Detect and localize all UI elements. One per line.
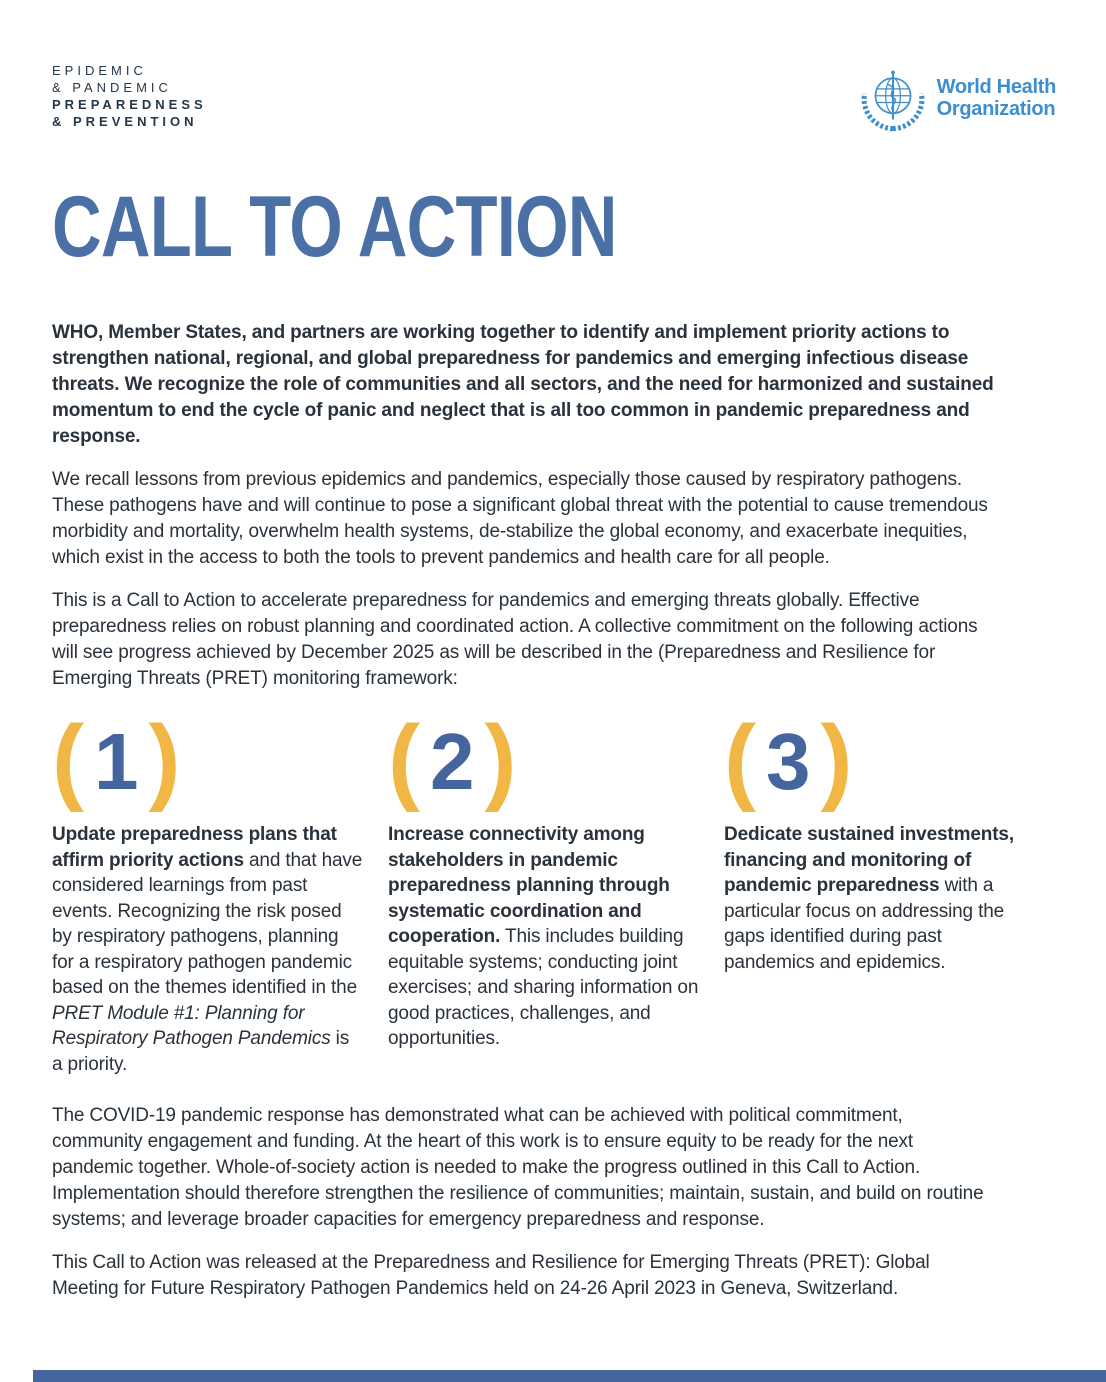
- brand-line-3: PREPAREDNESS: [52, 97, 207, 112]
- action-number-value: 3: [765, 717, 811, 806]
- action-item-3: [724, 706, 1024, 1077]
- action-1-italic: PRET Module #1: Planning for Respiratory Pathogen Pandemics: [52, 1002, 331, 1049]
- action-number-2: [388, 706, 700, 814]
- who-emblem-icon: [859, 64, 927, 132]
- brand-line-1: EPIDEMIC: [52, 63, 147, 78]
- action-text-2: [388, 822, 700, 1052]
- action-item-2: [388, 706, 700, 1077]
- action-3-lead: Dedicate sustained investments, financing and monitoring of pandemic preparedness: [724, 824, 1014, 896]
- action-1-body: and that have considered learnings from past events. Recognizing the risk posed by respiratory pathogens, planning for a respiratory pathogen pandemic based on the themes identified in the: [52, 849, 363, 998]
- footer-accent-bar: [33, 1370, 1106, 1382]
- intro-paragraph-2: We recall lessons from previous epidemics and pandemics, especially those caused by respiratory pathogens. These pathogens have and will continue to pose a significant global threat with the potential to cause tremendous morbidity and mortality, overwhelm health systems, de-stabilize the global economy, and exacerbate inequities, which exist in the access to both the tools to prevent pandemics and health care for all people.: [52, 469, 988, 568]
- action-number-1: [52, 706, 364, 814]
- page-title: CALL TO ACTION: [52, 179, 617, 275]
- action-text-1: [52, 822, 364, 1077]
- close-paren-glyph: ): [148, 706, 181, 813]
- action-number-3: [724, 706, 1024, 814]
- actions-grid: [52, 706, 1056, 1077]
- header: [0, 0, 1106, 132]
- action-number-value: 2: [429, 717, 475, 806]
- intro-paragraph-3: This is a Call to Action to accelerate preparedness for pandemics and emerging threats globally. Effective preparedness relies on robust planning and coordinated action. A collective commitment on the following actions will see progress achieved by December 2025 as will be described in the (Preparedness and Resilience for Emerging Threats (PRET) monitoring framework:: [52, 590, 978, 689]
- who-wordmark-line-2: Organization: [936, 98, 1056, 120]
- who-logo: [859, 64, 1056, 132]
- action-2-body: This includes building equitable systems; conducting joint exercises; and sharing information on good practices, challenges, and opportunities.: [388, 926, 699, 1049]
- action-item-1: [52, 706, 364, 1077]
- close-paren-glyph: ): [484, 706, 517, 813]
- action-2-lead: Increase connectivity among stakeholders in pandemic preparedness planning through systematic coordination and cooperation.: [388, 824, 670, 947]
- closing-paragraph-2: This Call to Action was released at the Preparedness and Resilience for Emerging Threats (PRET): Global Meeting for Future Respiratory Pathogen Pandemics held on 24-26 April 2023 in Geneva, Switzerland.: [52, 1252, 930, 1299]
- document-body: [0, 179, 1106, 1302]
- who-wordmark-line-1: World Health: [936, 76, 1056, 98]
- closing-paragraph-1: The COVID-19 pandemic response has demonstrated what can be achieved with political commitment, community engagement and funding. At the heart of this work is to ensure equity to be ready for the next pandemic together. Whole-of-society action is needed to make the progress outlined in this Call to Action. Implementation should therefore strengthen the resilience of communities; maintain, sustain, and build on routine systems; and leverage broader capacities for emergency preparedness and response.: [52, 1105, 984, 1230]
- close-paren-glyph: ): [820, 706, 853, 813]
- action-text-3: [724, 822, 1024, 975]
- brand-logo: [52, 62, 207, 130]
- action-number-value: 1: [93, 717, 139, 806]
- brand-line-2: & PANDEMIC: [52, 80, 172, 95]
- open-paren-glyph: (: [724, 706, 756, 813]
- who-wordmark: [937, 76, 1056, 120]
- action-3-body: with a particular focus on addressing the gaps identified during past pandemics and epidemics.: [724, 875, 1005, 973]
- open-paren-glyph: (: [52, 706, 84, 813]
- action-1-end: is a priority.: [52, 1028, 350, 1075]
- action-1-lead: Update preparedness plans that affirm priority actions: [52, 824, 337, 871]
- brand-line-4: & PREVENTION: [52, 114, 198, 129]
- open-paren-glyph: (: [388, 706, 420, 813]
- intro-paragraph-1: WHO, Member States, and partners are working together to identify and implement priority actions to strengthen national, regional, and global preparedness for pandemics and emerging infectious disease threats. We recognize the role of communities and all sectors, and the need for harmonized and sustained momentum to end the cycle of panic and neglect that is all too common in pandemic preparedness and response.: [52, 322, 994, 447]
